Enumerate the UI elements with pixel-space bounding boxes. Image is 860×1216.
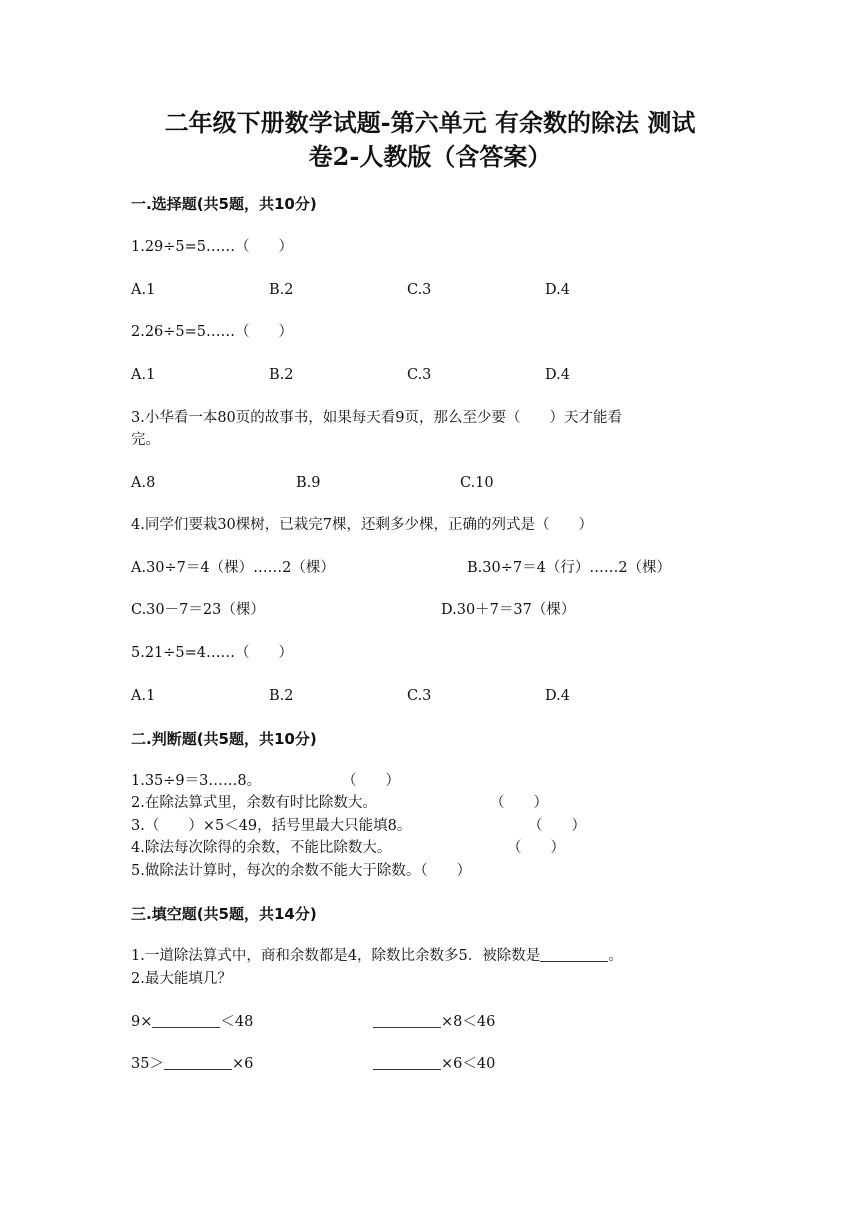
fill-question-end: 。 (608, 948, 623, 964)
option-b: B.9 (296, 475, 321, 491)
question-stem-continued: 完。 (131, 432, 160, 448)
fill-expression (373, 1012, 495, 1032)
judgment-item: 4.除法每次除得的余数，不能比除数大。 (131, 840, 392, 856)
judgment-item: 5.做除法计算时，每次的余数不能大于除数。（ ） (131, 863, 472, 879)
expr-after: ×6 (231, 1056, 254, 1072)
option-a: A.30÷7＝4（棵）……2（棵） (131, 560, 335, 576)
page-title-line2: 卷2-人教版（含答案） (308, 142, 552, 171)
question-stem: 1.29÷5=5……（ ） (131, 239, 294, 255)
section-heading-fill-blank: 三.填空题(共5题，共14分) (131, 905, 317, 923)
judgment-paren: （ ） (507, 840, 565, 856)
option-c: C.30－7＝23（棵） (131, 602, 265, 618)
judgment-paren: （ ） (528, 818, 586, 834)
option-a: A.1 (131, 367, 156, 383)
expr-after: ×8＜46 (441, 1014, 496, 1030)
option-c: C.3 (407, 367, 432, 383)
option-b: B.2 (269, 367, 294, 383)
answer-blank[interactable] (152, 1013, 220, 1028)
option-b: B.30÷7＝4（行）……2（棵） (467, 560, 672, 576)
fill-question (131, 946, 623, 966)
fill-question-text: 1.一道除法算式中，商和余数都是4，除数比余数多5．被除数是 (131, 948, 541, 964)
option-a: A.1 (131, 688, 156, 704)
option-a: A.1 (131, 282, 156, 298)
fill-expression (373, 1054, 495, 1074)
judgment-item: 1.35÷9＝3……8。 (131, 773, 262, 789)
judgment-paren: （ ） (342, 773, 400, 789)
answer-blank[interactable] (373, 1013, 441, 1028)
option-c: C.10 (460, 475, 494, 491)
page-title-line1: 二年级下册数学试题-第六单元 有余数的除法 测试 (164, 108, 696, 137)
option-d: D.4 (545, 367, 570, 383)
judgment-item: 3.（ ）×5＜49，括号里最大只能填8。 (131, 818, 412, 834)
question-stem: 2.26÷5=5……（ ） (131, 324, 294, 340)
expr-after: ＜48 (220, 1014, 254, 1030)
fill-question-stem: 2.最大能填几？ (131, 971, 232, 987)
judgment-item: 2.在除法算式里，余数有时比除数大。 (131, 795, 377, 811)
answer-blank[interactable] (164, 1055, 232, 1070)
option-c: C.3 (407, 688, 432, 704)
expr-after: ×6＜40 (441, 1056, 496, 1072)
option-a: A.8 (131, 475, 156, 491)
section-heading-choice: 一.选择题(共5题，共10分) (131, 195, 317, 213)
question-stem: 3.小华看一本80页的故事书，如果每天看9页，那么至少要（ ）天才能看 (131, 410, 623, 426)
option-c: C.3 (407, 282, 432, 298)
answer-blank[interactable] (540, 947, 608, 962)
option-d: D.4 (545, 688, 570, 704)
fill-expression (131, 1054, 253, 1074)
option-d: D.30＋7＝37（棵） (441, 602, 576, 618)
judgment-paren: （ ） (490, 795, 548, 811)
section-heading-judgment: 二.判断题(共5题，共10分) (131, 730, 317, 748)
option-b: B.2 (269, 688, 294, 704)
option-b: B.2 (269, 282, 294, 298)
option-d: D.4 (545, 282, 570, 298)
expr-before: 35＞ (131, 1056, 164, 1072)
question-stem: 4.同学们要栽30棵树，已栽完7棵，还剩多少棵，正确的列式是（ ） (131, 517, 594, 533)
answer-blank[interactable] (373, 1055, 441, 1070)
fill-expression (131, 1012, 253, 1032)
expr-before: 9× (131, 1014, 153, 1030)
question-stem: 5.21÷5=4……（ ） (131, 645, 294, 661)
